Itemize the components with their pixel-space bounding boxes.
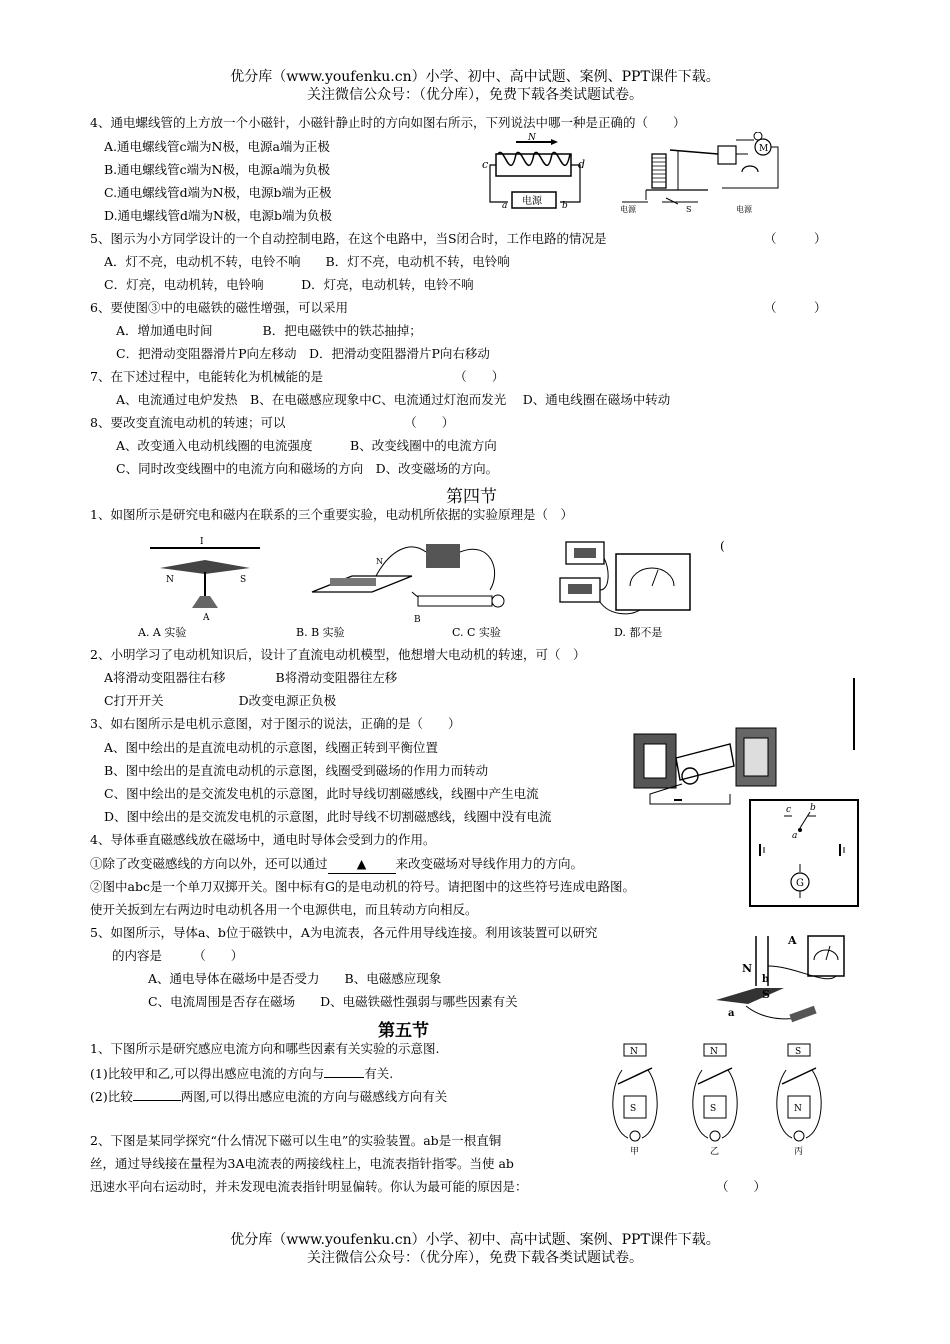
relay-circuit-figure [618,132,783,214]
q4-option-d: D.通电螺线管d端为N极，电源b端为负极 [104,208,332,223]
margin-rule [853,678,855,750]
s5-q1-part1 [90,1063,393,1083]
setup-yi [693,1044,737,1157]
s4-q5-stem-2: 的内容是 （ ） [112,948,244,963]
q4-option-b: B.通电螺线管c端为N极，电源a端为负极 [104,162,331,177]
experiment-a-label: A [203,613,210,623]
setup-jia-label: 甲 [630,1147,640,1157]
setup-bing-bottom-pole: N [794,1104,802,1114]
current-i-label: I [200,537,204,547]
s4-q2-stem: 2、小明学习了电动机知识后，设计了直流电动机模型，他想增大电动机的转速，可（ ） [90,647,586,662]
q6-answer-paren: （ ） [764,300,827,315]
conductor-b-label: b [762,974,769,985]
q7-options: A、电流通过电炉发热 B、在电磁感应现象中C、电流通过灯泡而发光 D、通电线圈在磁场中转动 [116,392,671,407]
s4-q3-option-b: B、图中绘出的是直流电动机的示意图，线圈受到磁场的作用力而转动 [104,763,489,778]
needle-n-label-a: N [166,575,174,585]
q6-options-cd: C．把滑动变阻器滑片P向左移动 D．把滑动变阻器滑片P向右移动 [116,346,490,361]
section-4-title: 第四节 [446,487,497,507]
caption-a: A. A 实验 [138,626,187,639]
setup-jia-top-pole: N [630,1047,638,1057]
footer-line-1: 优分库（www.youfenku.cn）小学、初中、高中试题、案例、PPT课件下载。 [230,1232,720,1248]
solenoid-figure [476,132,596,212]
s4-q5-options-cd: C、电流周围是否存在磁场 D、电磁铁磁性强弱与哪些因素有关 [148,994,518,1009]
setup-yi-bottom-pole: S [710,1104,717,1114]
q8-stem: 8、要改变直流电动机的转速；可以 （ ） [90,415,455,430]
q5-stem: 5、图示为小方同学设计的一个自动控制电路，在这个电路中，当S闭合时，工作电路的情况是 [90,231,607,246]
switch-b-label: b [810,803,816,813]
conductor-a-label: a [728,1008,735,1019]
s4-q3-option-a: A、图中绘出的是直流电动机的示意图，线圈正转到平衡位置 [104,740,439,755]
switch-a-label: a [792,831,798,841]
power-source-left-label: 电源 [620,205,636,214]
s4-q2-options-cd: C打开开关 D改变电源正负极 [104,693,337,708]
s5-q2-line-1: 2、下图是某同学探究“什么情况下磁可以生电”的实验装置。ab是一根直铜 [90,1133,502,1148]
caption-c: C. C 实验 [452,626,501,639]
s5-q1-part1-pre: (1)比较甲和乙,可以得出感应电流的方向与 [90,1066,325,1081]
motor-figure [630,718,780,808]
setup-jia-bottom-pole: S [630,1104,637,1114]
s4-q2-options-ab: A将滑动变阻器往右移 B将滑动变阻器往左移 [104,670,398,685]
motor-g-label: G [796,878,804,889]
footer-line-2: 关注微信公众号：（优分库），免费下载各类试题试卷。 [307,1250,643,1266]
experiment-b-label: B [414,615,421,625]
switch-circuit-figure [748,798,860,908]
s5-q1-part1-post: 有关. [364,1066,394,1081]
q5-options-cd: C．灯亮，电动机转，电铃响 D．灯亮，电动机转，电铃不响 [104,277,474,292]
terminal-d-label: d [578,158,586,171]
s4-q4-stem: 4、导体垂直磁感线放在磁场中，通电时导体会受到力的作用。 [90,832,436,847]
q7-stem: 7、在下述过程中，电能转化为机械能的是 （ ） [90,369,505,384]
setup-bing-label: 丙 [794,1147,804,1157]
s4-q5-options-ab: A、通电导体在磁场中是否受力 B、电磁感应现象 [148,971,442,986]
s5-q2-answer-paren: （ ） [716,1179,767,1194]
s4-q5-stem: 5、如图所示，导体a、b位于磁铁中，A为电流表，各元件用导线连接。利用该装置可以研究 [90,925,598,940]
terminal-a-label: a [502,201,508,211]
s5-q1-part2-post: 两图,可以得出感应电流的方向与磁感线方向有关 [180,1089,448,1104]
s4-q1-paren-mark: ( [720,539,725,553]
s5-q1-part1-blank[interactable] [324,1063,364,1078]
s4-q4-part1-blank[interactable]: ▲ [328,855,396,874]
induction-direction-figure [604,1040,840,1160]
setup-jia [613,1044,657,1157]
s5-q1-part2-blank[interactable] [133,1086,181,1101]
s5-q2-line-2: 丝，通过导线接在量程为3A电流表的两接线柱上，电流表指针指零。当使 ab [90,1156,514,1171]
setup-bing-top-pole: S [795,1047,802,1057]
s4-q3-stem: 3、如右图所示是电机示意图，对于图示的说法，正确的是（ ） [90,716,461,731]
header-line-2: 关注微信公众号：（优分库），免费下载各类试题试卷。 [307,87,643,103]
magnet-n-label: N [742,962,753,975]
q5-answer-paren: （ ） [764,231,827,246]
s4-q4-part1-pre: ①除了改变磁感线的方向以外，还可以通过 [90,856,328,871]
magnet-n-label-b: N [376,557,383,566]
s5-q1-stem: 1、下图所示是研究感应电流方向和哪些因素有关实验的示意图. [90,1041,440,1056]
setup-yi-top-pole: N [710,1047,718,1057]
q4-option-a: A.通电螺线管c端为N极，电源a端为正极 [104,139,330,154]
s4-q3-option-d: D、图中绘出的是交流发电机的示意图，此时导线不切割磁感线，线圈中没有电流 [104,809,552,824]
motor-m-label: M [759,144,769,154]
switch-c-label: c [786,805,792,815]
terminal-b-label: b [562,201,568,211]
needle-s-label-a: S [240,575,247,585]
power-source-right-label: 电源 [736,205,752,214]
battery-label: 电源 [522,196,542,207]
magnet-s-label: S [762,988,770,1001]
s4-q4-part1-post: 来改变磁场对导线作用力的方向。 [395,856,584,871]
q5-options-ab: A．灯不亮，电动机不转，电铃不响 B．灯不亮，电动机不转，电铃响 [104,254,510,269]
three-experiments-figure [130,530,730,640]
s5-q1-part2 [90,1086,447,1106]
caption-b: B. B 实验 [296,626,345,639]
switch-s-label: S [686,205,692,214]
q4-stem: 4、通电螺线管的上方放一个小磁针，小磁针静止时的方向如图右所示，下列说法中哪一种是正确的（ ） [90,115,686,130]
header-line-1: 优分库（www.youfenku.cn）小学、初中、高中试题、案例、PPT课件下载。 [230,69,720,85]
ammeter-a-label: A [788,934,797,947]
s4-q4-part1 [90,855,583,874]
q8-options-cd: C、同时改变线圈中的电流方向和磁场的方向 D、改变磁场的方向。 [116,461,499,476]
s4-q1-stem: 1、如图所示是研究电和磁内在联系的三个重要实验，电动机所依据的实验原理是（ ） [90,507,573,522]
ammeter-apparatus-figure [706,926,846,1026]
q4-option-c: C.通电螺线管d端为N极，电源b端为正极 [104,185,332,200]
s4-q4-part2: ②图中abc是一个单刀双掷开关。图中标有G的是电动机的符号。请把图中的这些符号连成电路图。 [90,879,635,894]
q6-stem: 6、要使图③中的电磁铁的磁性增强，可以采用 [90,300,348,315]
setup-bing [777,1044,821,1157]
caption-d: D. 都不是 [614,626,663,639]
s5-q1-part2-pre: (2)比较 [90,1089,133,1104]
s4-q3-option-c: C、图中绘出的是交流发电机的示意图，此时导线切割磁感线，线圈中产生电流 [104,786,539,801]
needle-n-label: N [528,133,536,143]
terminal-c-label: c [482,158,489,171]
s5-q2-line-3: 迅速水平向右运动时，并未发现电流表指针明显偏转。你认为最可能的原因是： [90,1179,528,1194]
q6-options-ab: A．增加通电时间 B．把电磁铁中的铁芯抽掉； [116,323,422,338]
section-5-title: 第五节 [378,1021,429,1041]
q8-options-ab: A、改变通入电动机线圈的电流强度 B、改变线圈中的电流方向 [116,438,497,453]
setup-yi-label: 乙 [710,1147,720,1157]
s4-q4-part3: 使开关扳到左右两边时电动机各用一个电源供电，而且转动方向相反。 [90,902,478,917]
